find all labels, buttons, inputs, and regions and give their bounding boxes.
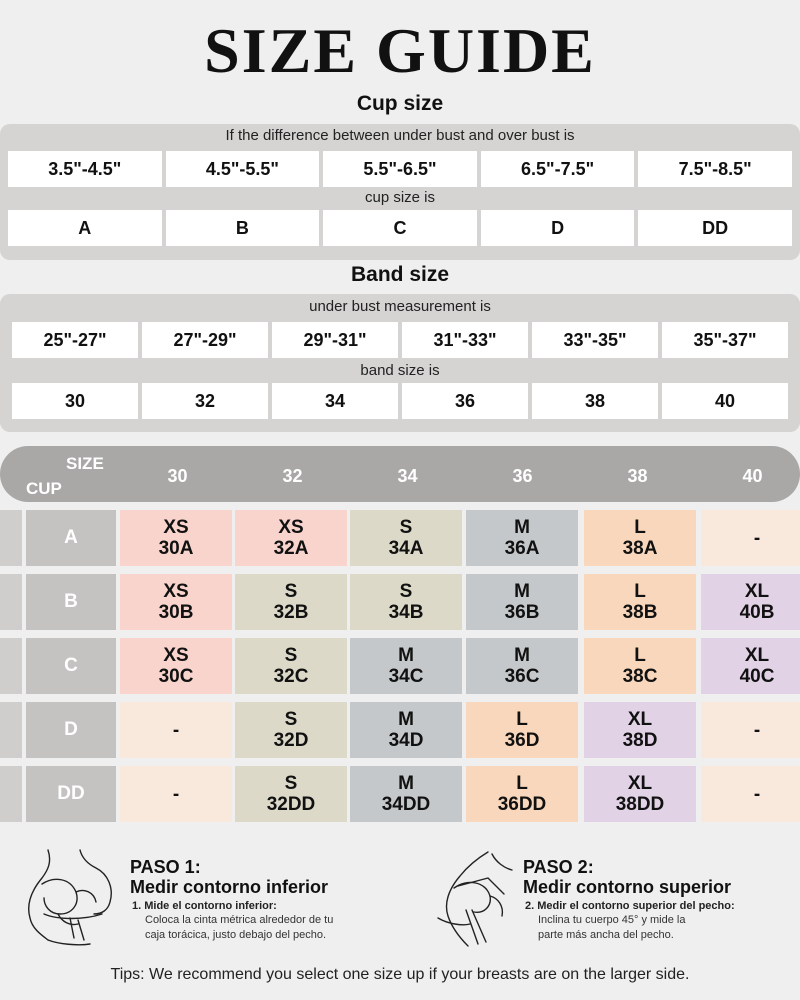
size-code: 30B (158, 602, 194, 623)
step2-instruction-heading: 2. Medir el contorno superior del pecho: (525, 900, 735, 912)
measurement-cell: 27"-29" (142, 322, 268, 358)
difference-cell: 6.5"-7.5" (481, 151, 635, 187)
band-cell: 36 (402, 383, 528, 419)
size-code: 34DD (381, 794, 431, 815)
size-cell (584, 510, 696, 566)
size-cell (466, 766, 578, 822)
size-code: 38DD (615, 794, 665, 815)
size-letter: XS (163, 581, 189, 602)
size-cell (701, 766, 800, 822)
measurement-cell: 33"-35" (532, 322, 658, 358)
size-letter: XS (163, 645, 189, 666)
cup-axis-label: CUP (26, 479, 62, 498)
size-letter: XL (627, 709, 653, 730)
size-code: 36D (504, 730, 540, 751)
size-code: 30C (158, 666, 194, 687)
band-cell: 34 (272, 383, 398, 419)
band-measurement-caption: under bust measurement is (309, 298, 491, 315)
difference-cell: 7.5"-8.5" (638, 151, 792, 187)
size-cell (350, 638, 462, 694)
step1-title: PASO 1: Medir contorno inferior (130, 857, 328, 897)
size-code: 36A (504, 538, 540, 559)
size-code: 38B (622, 602, 658, 623)
step2-instruction-text: Inclina tu cuerpo 45° y mide la parte más ancha del pecho. (538, 914, 686, 941)
row-strip (0, 702, 22, 758)
size-grid-row (0, 702, 800, 758)
size-cell (350, 510, 462, 566)
band-measurement-row (0, 322, 800, 358)
tips-note: Tips: We recommend you select one size up if your breasts are on the larger side. (110, 966, 690, 983)
band-number-row (0, 383, 800, 419)
cup-row-label: B (26, 574, 116, 630)
size-cell (701, 638, 800, 694)
size-letter: M (514, 581, 530, 602)
band-column-header: 38 (627, 466, 648, 486)
size-code: 40B (739, 602, 775, 623)
row-strip (0, 510, 22, 566)
size-cell (235, 574, 347, 630)
size-letter: M (398, 773, 414, 794)
band-size-caption: band size is (360, 362, 440, 379)
size-cell (235, 766, 347, 822)
size-cell (120, 510, 232, 566)
size-letter: S (284, 581, 298, 602)
size-code: 32A (273, 538, 309, 559)
measurement-cell: 29"-31" (272, 322, 398, 358)
size-letter: S (284, 773, 298, 794)
size-code: 32C (273, 666, 309, 687)
size-cell (701, 702, 800, 758)
band-cell: 30 (12, 383, 138, 419)
size-code: 30A (158, 538, 194, 559)
cup-difference-caption: If the difference between under bust and over bust is (225, 127, 575, 144)
size-letter: L (634, 581, 646, 602)
difference-cell: 3.5"-4.5" (8, 151, 162, 187)
size-grid-row (0, 766, 800, 822)
size-letter: M (398, 709, 414, 730)
cup-difference-row (0, 151, 800, 187)
size-cell (466, 638, 578, 694)
size-letter: - (753, 719, 761, 741)
cup-cell: A (8, 210, 162, 246)
size-cell (466, 574, 578, 630)
step2-title: PASO 2: Medir contorno superior (523, 857, 732, 897)
size-letter: S (284, 645, 298, 666)
size-code: 40C (739, 666, 775, 687)
band-cell: 32 (142, 383, 268, 419)
size-code: 34A (388, 538, 424, 559)
band-column-header: 32 (282, 466, 303, 486)
size-cell (584, 638, 696, 694)
size-code: 36C (504, 666, 540, 687)
cup-row-label: A (26, 510, 116, 566)
band-column-header: 30 (167, 466, 188, 486)
size-cell (584, 766, 696, 822)
band-size-heading: Band size (350, 263, 450, 286)
size-axis-label: SIZE (66, 454, 104, 473)
size-letter: XS (278, 517, 304, 538)
size-cell (120, 702, 232, 758)
size-letter: XL (744, 645, 770, 666)
cup-cell: D (481, 210, 635, 246)
cup-cell: B (166, 210, 320, 246)
size-letter: L (516, 773, 528, 794)
size-cell (701, 510, 800, 566)
size-code: 38C (622, 666, 658, 687)
size-cell (235, 702, 347, 758)
size-grid-header (0, 446, 800, 502)
size-code: 36DD (497, 794, 547, 815)
size-cell (350, 766, 462, 822)
band-column-header: 34 (397, 466, 418, 486)
size-cell (120, 574, 232, 630)
cup-size-heading: Cup size (356, 92, 444, 115)
size-grid-row (0, 510, 800, 566)
band-cell: 40 (662, 383, 788, 419)
cup-cell: DD (638, 210, 792, 246)
size-letter: S (399, 581, 413, 602)
size-cell (466, 702, 578, 758)
step1-instruction-heading: 1. Mide el contorno inferior: (132, 900, 277, 912)
step1-instruction-text: Coloca la cinta métrica alrededor de tu caja torácica, justo debajo del pecho. (145, 914, 334, 941)
size-letter: L (634, 517, 646, 538)
size-cell (466, 510, 578, 566)
cup-row-label: C (26, 638, 116, 694)
size-grid-row (0, 574, 800, 630)
size-cell (235, 510, 347, 566)
size-code: 32B (273, 602, 309, 623)
measure-overbust-figure-icon (418, 848, 528, 952)
size-letter: - (753, 783, 761, 805)
size-letter: - (753, 527, 761, 549)
size-code: 38A (622, 538, 658, 559)
size-code: 34D (388, 730, 424, 751)
size-letter: M (398, 645, 414, 666)
band-column-header: 36 (512, 466, 533, 486)
size-letter: L (516, 709, 528, 730)
size-letter: XL (744, 581, 770, 602)
size-cell (701, 574, 800, 630)
measure-underbust-figure-icon (18, 848, 128, 952)
row-strip (0, 766, 22, 822)
size-letter: - (172, 783, 180, 805)
page-title: SIZE GUIDE (204, 15, 596, 86)
size-letter: S (284, 709, 298, 730)
size-cell (350, 574, 462, 630)
difference-cell: 4.5"-5.5" (166, 151, 320, 187)
size-code: 34C (388, 666, 424, 687)
cup-size-caption: cup size is (364, 189, 436, 206)
size-cell (120, 638, 232, 694)
band-cell: 38 (532, 383, 658, 419)
size-cell (350, 702, 462, 758)
cup-row-label: DD (26, 766, 116, 822)
cup-cell: C (323, 210, 477, 246)
size-code: 36B (504, 602, 540, 623)
size-letter: - (172, 719, 180, 741)
measurement-cell: 31"-33" (402, 322, 528, 358)
size-cell (120, 766, 232, 822)
cup-row-label: D (26, 702, 116, 758)
measurement-cell: 25"-27" (12, 322, 138, 358)
size-code: 34B (388, 602, 424, 623)
row-strip (0, 574, 22, 630)
size-letter: M (514, 517, 530, 538)
size-cell (584, 702, 696, 758)
size-cell (235, 638, 347, 694)
size-code: 32D (273, 730, 309, 751)
size-code: 38D (622, 730, 658, 751)
row-strip (0, 638, 22, 694)
size-letter: XS (163, 517, 189, 538)
size-code: 32DD (266, 794, 316, 815)
difference-cell: 5.5"-6.5" (323, 151, 477, 187)
measurement-cell: 35"-37" (662, 322, 788, 358)
size-letter: XL (627, 773, 653, 794)
size-letter: M (514, 645, 530, 666)
size-grid-row (0, 638, 800, 694)
band-column-header: 40 (742, 466, 763, 486)
cup-letter-row (0, 210, 800, 246)
size-letter: S (399, 517, 413, 538)
size-letter: L (634, 645, 646, 666)
size-cell (584, 574, 696, 630)
